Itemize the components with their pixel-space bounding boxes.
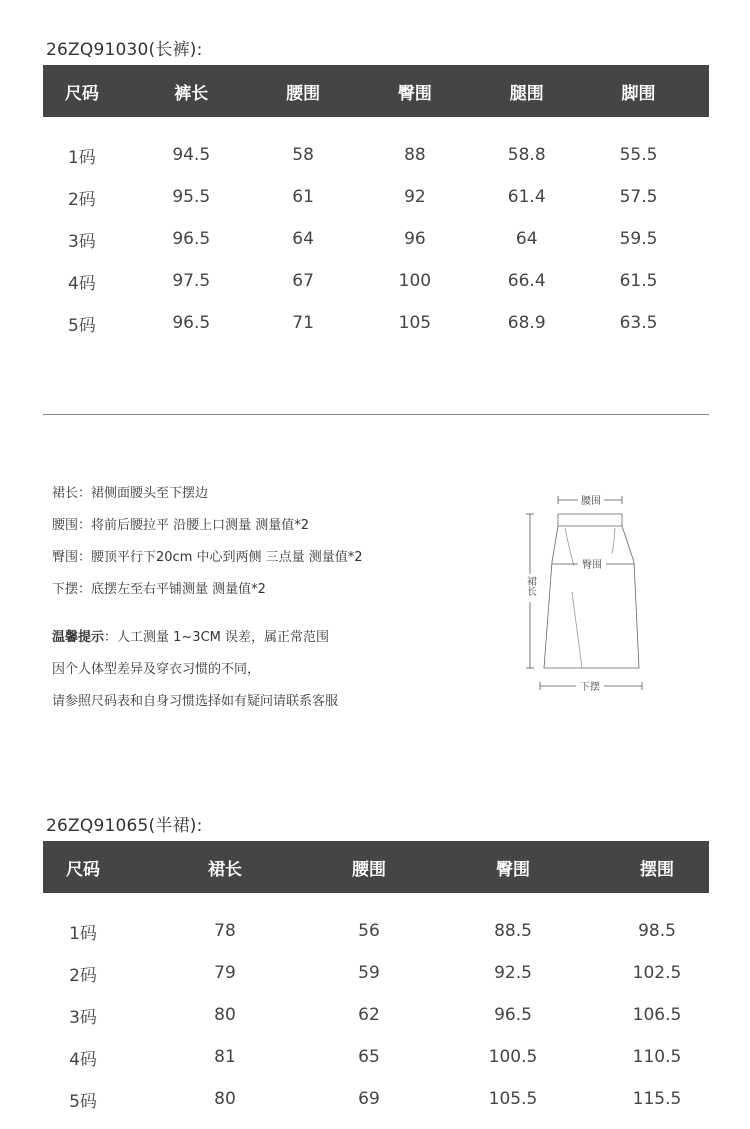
cell-pants-length: 95.5 (172, 187, 211, 207)
cell-pants-length: 94.5 (172, 145, 211, 165)
cell-ankle: 63.5 (619, 313, 658, 333)
header-size: 尺码 (64, 83, 99, 104)
cell-skirt-length: 80 (214, 1005, 236, 1025)
cell-hem: 102.5 (632, 963, 682, 983)
cell-size: 1码 (69, 923, 97, 944)
cell-waist: 69 (358, 1089, 380, 1109)
note-line2: 因个人体型差异及穿衣习惯的不同， (52, 662, 261, 677)
measurement-notes (52, 484, 363, 724)
note-line3: 请参照尺码表和自身习惯选择如有疑问请联系客服 (52, 694, 339, 709)
cell-hip: 88.5 (494, 921, 532, 941)
pants-table-title: 26ZQ91030(长裤): (46, 40, 203, 60)
cell-thigh: 58.8 (507, 145, 546, 165)
header-ankle: 脚围 (621, 83, 656, 104)
cell-waist: 67 (292, 271, 314, 291)
cell-ankle: 57.5 (619, 187, 658, 207)
cell-waist: 64 (292, 229, 314, 249)
cell-pants-length: 97.5 (172, 271, 211, 291)
table-row (43, 302, 709, 344)
cell-size: 5码 (67, 315, 96, 336)
cell-skirt-length: 80 (214, 1089, 236, 1109)
header-waist: 腰围 (286, 83, 321, 104)
pants-table-body (43, 134, 709, 344)
skirt-table-header (43, 841, 709, 893)
cell-size: 3码 (67, 231, 96, 252)
cell-hip: 100 (398, 271, 432, 291)
cell-size: 1码 (67, 147, 96, 168)
table-row (43, 952, 709, 994)
cell-hem: 110.5 (632, 1047, 682, 1067)
header-pants-length: 裤长 (174, 83, 209, 104)
cell-hip: 88 (404, 145, 426, 165)
cell-waist: 58 (292, 145, 314, 165)
skirt-measurement-diagram (520, 492, 645, 697)
note-tip (52, 628, 363, 660)
header-waist: 腰围 (352, 859, 386, 880)
table-row (43, 910, 709, 952)
header-hem: 摆围 (640, 859, 674, 880)
table-row (43, 176, 709, 218)
cell-waist: 61 (292, 187, 314, 207)
cell-skirt-length: 79 (214, 963, 236, 983)
cell-size: 3码 (69, 1007, 97, 1028)
cell-waist: 71 (292, 313, 314, 333)
figure-hem-label: 下摆 (580, 682, 600, 693)
table-row (43, 260, 709, 302)
header-thigh: 腿围 (509, 83, 544, 104)
tip-text: ：人工测量 1~3CM 误差，属正常范围 (104, 630, 330, 645)
table-row (43, 134, 709, 176)
cell-ankle: 61.5 (619, 271, 658, 291)
cell-pants-length: 96.5 (172, 229, 211, 249)
cell-skirt-length: 81 (214, 1047, 236, 1067)
cell-skirt-length: 78 (214, 921, 236, 941)
table-row (43, 218, 709, 260)
pants-table-header (43, 65, 709, 117)
note-waist: 腰围：将前后腰拉平 沿腰上口测量 测量值*2 (52, 518, 310, 533)
cell-waist: 65 (358, 1047, 380, 1067)
cell-hip: 105 (398, 313, 432, 333)
cell-thigh: 66.4 (507, 271, 546, 291)
note-skirt-length: 裙长：裙侧面腰头至下摆边 (52, 486, 209, 501)
cell-ankle: 55.5 (619, 145, 658, 165)
cell-hip: 100.5 (488, 1047, 538, 1067)
cell-pants-length: 96.5 (172, 313, 211, 333)
note-hem: 下摆：底摆左至右平铺测量 测量值*2 (52, 582, 266, 597)
cell-waist: 62 (358, 1005, 380, 1025)
cell-thigh: 61.4 (507, 187, 546, 207)
skirt-table-body (43, 910, 709, 1120)
figure-waist-label: 腰围 (581, 496, 601, 507)
cell-waist: 56 (358, 921, 380, 941)
cell-size: 2码 (69, 965, 97, 986)
figure-length-label: 裙长 (524, 576, 536, 596)
header-hip: 臀围 (496, 859, 530, 880)
tip-label: 温馨提示 (52, 630, 105, 645)
cell-hip: 105.5 (488, 1089, 538, 1109)
cell-hip: 96.5 (494, 1005, 532, 1025)
cell-size: 4码 (69, 1049, 97, 1070)
table-row (43, 1078, 709, 1120)
note-hip: 臀围：腰顶平行下20cm 中心到两侧 三点量 测量值*2 (52, 550, 363, 565)
cell-ankle: 59.5 (619, 229, 658, 249)
cell-size: 4码 (67, 273, 96, 294)
header-skirt-length: 裙长 (208, 859, 242, 880)
cell-size: 5码 (69, 1091, 97, 1112)
cell-size: 2码 (67, 189, 96, 210)
cell-hip: 92 (404, 187, 426, 207)
table-row (43, 1036, 709, 1078)
table-row (43, 994, 709, 1036)
cell-thigh: 68.9 (507, 313, 546, 333)
cell-hip: 96 (404, 229, 426, 249)
cell-hip: 92.5 (494, 963, 532, 983)
section-divider (43, 414, 709, 415)
header-size: 尺码 (66, 859, 100, 880)
cell-waist: 59 (358, 963, 380, 983)
cell-hem: 115.5 (632, 1089, 682, 1109)
cell-thigh: 64 (515, 229, 538, 249)
cell-hem: 106.5 (632, 1005, 682, 1025)
header-hip: 臀围 (397, 83, 432, 104)
cell-hem: 98.5 (638, 921, 676, 941)
figure-hip-label: 臀围 (582, 560, 602, 571)
skirt-table-title: 26ZQ91065(半裙): (46, 816, 203, 836)
